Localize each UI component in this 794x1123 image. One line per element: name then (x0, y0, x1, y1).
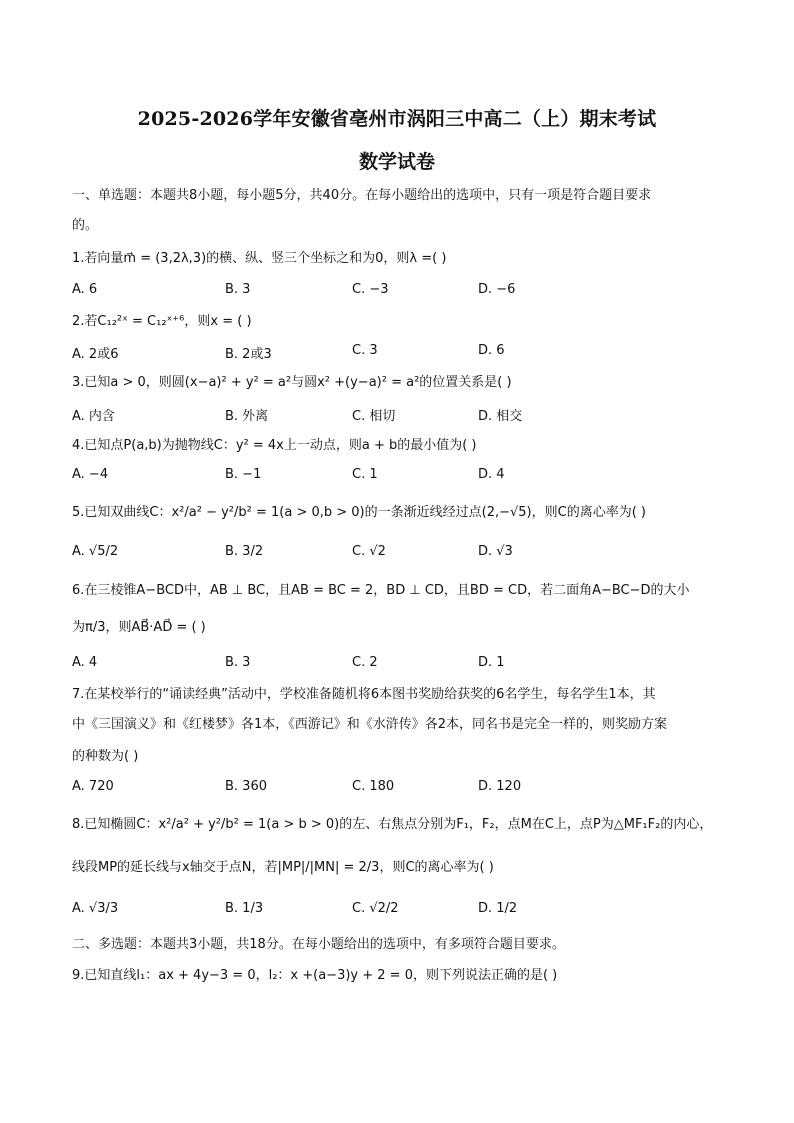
q7-option-d[interactable]: D. 120 (478, 779, 522, 794)
q3-option-a[interactable]: A. 内含 (72, 409, 115, 424)
q4-stem: 4.已知点P(a,b)为抛物线C：y² = 4x上一动点，则a + b的最小值为( ) (72, 438, 477, 453)
q6-option-a[interactable]: A. 4 (72, 655, 98, 670)
exam-title: 2025-2026学年安徽省亳州市涡阳三中高二（上）期末考试 (137, 108, 657, 130)
q6-options (72, 655, 732, 673)
q4-option-d[interactable]: D. 4 (478, 467, 505, 482)
q2-option-a[interactable]: A. 2或6 (72, 347, 119, 362)
section1-heading: 一、单选题：本题共8小题，每小题5分，共40分。在每小题给出的选项中，只有一项是符合题目要求 (72, 188, 652, 203)
q2-options (72, 343, 732, 361)
q7-stem-line2: 中《三国演义》和《红楼梦》各1本，《西游记》和《水浒传》各2本，同名书是完全一样的，则奖励方案 (72, 717, 668, 732)
q6-option-d[interactable]: D. 1 (478, 655, 505, 670)
q1-option-d[interactable]: D. −6 (478, 282, 516, 297)
q7-option-a[interactable]: A. 720 (72, 779, 114, 794)
q1-option-b[interactable]: B. 3 (225, 282, 251, 297)
q8-stem-line2: 线段MP的延长线与x轴交于点N，若|MP|/|MN| = 2/3，则C的离心率为( ) (72, 860, 494, 875)
q5-option-c[interactable]: C. √2 (352, 544, 386, 559)
q8-option-d[interactable]: D. 1/2 (478, 901, 518, 916)
q8-option-b[interactable]: B. 1/3 (225, 901, 264, 916)
q7-options (72, 779, 732, 797)
q8-options (72, 901, 732, 919)
q3-option-d[interactable]: D. 相交 (478, 409, 523, 424)
q3-options (72, 405, 732, 423)
q1-stem: 1.若向量m⃗ = (3,2λ,3)的横、纵、竖三个坐标之和为0，则λ =( ) (72, 251, 447, 266)
q7-stem-line1: 7.在某校举行的“诵读经典”活动中，学校准备随机将6本图书奖励给获奖的6名学生，每名学生1本，其 (72, 687, 656, 702)
q2-stem: 2.若C₁₂²ˣ = C₁₂ˣ⁺⁶，则x = ( ) (72, 314, 252, 329)
section1-heading-cont: 的。 (72, 218, 99, 233)
q5-option-d[interactable]: D. √3 (478, 544, 513, 559)
q3-option-c[interactable]: C. 相切 (352, 409, 396, 424)
q7-stem-line3: 的种数为( ) (72, 749, 139, 764)
q6-option-c[interactable]: C. 2 (352, 655, 378, 670)
q7-option-b[interactable]: B. 360 (225, 779, 267, 794)
q6-option-b[interactable]: B. 3 (225, 655, 251, 670)
q5-options (72, 544, 732, 562)
q9-stem: 9.已知直线l₁：ax + 4y−3 = 0，l₂：x +(a−3)y + 2 = 0，则下列说法正确的是( ) (72, 968, 558, 983)
q1-options (72, 282, 732, 300)
section2-heading: 二、多选题：本题共3小题，共18分。在每小题给出的选项中，有多项符合题目要求。 (72, 937, 565, 952)
q2-option-d[interactable]: D. 6 (478, 343, 505, 358)
q8-option-a[interactable]: A. √3/3 (72, 901, 119, 916)
q8-stem-line1: 8.已知椭圆C：x²/a² + y²/b² = 1(a > b > 0)的左、右焦点分别为F₁，F₂，点M在C上，点P为△MF₁F₂的内心， (72, 817, 713, 832)
q1-option-c[interactable]: C. −3 (352, 282, 389, 297)
q6-stem-line1: 6.在三棱锥A−BCD中，AB ⊥ BC，且AB = BC = 2，BD ⊥ CD，且BD = CD，若二面角A−BC−D的大小 (72, 583, 690, 598)
q3-stem: 3.已知a > 0，则圆(x−a)² + y² = a²与圆x² +(y−a)² = a²的位置关系是( ) (72, 375, 512, 390)
q2-option-b[interactable]: B. 2或3 (225, 347, 272, 362)
q5-stem: 5.已知双曲线C：x²/a² − y²/b² = 1(a > 0,b > 0)的一条渐近线经过点(2,−√5)，则C的离心率为( ) (72, 505, 646, 520)
q5-option-a[interactable]: A. √5/2 (72, 544, 119, 559)
exam-subtitle: 数学试卷 (358, 151, 435, 173)
q3-option-b[interactable]: B. 外离 (225, 409, 269, 424)
q4-options (72, 467, 732, 485)
q8-option-c[interactable]: C. √2/2 (352, 901, 399, 916)
q7-option-c[interactable]: C. 180 (352, 779, 395, 794)
q1-option-a[interactable]: A. 6 (72, 282, 98, 297)
q4-option-b[interactable]: B. −1 (225, 467, 262, 482)
q6-stem-line2: 为π/3，则AB⃗·AD⃗ = ( ) (72, 620, 206, 635)
q2-option-c[interactable]: C. 3 (352, 343, 378, 358)
q4-option-a[interactable]: A. −4 (72, 467, 109, 482)
q4-option-c[interactable]: C. 1 (352, 467, 378, 482)
q5-option-b[interactable]: B. 3/2 (225, 544, 264, 559)
